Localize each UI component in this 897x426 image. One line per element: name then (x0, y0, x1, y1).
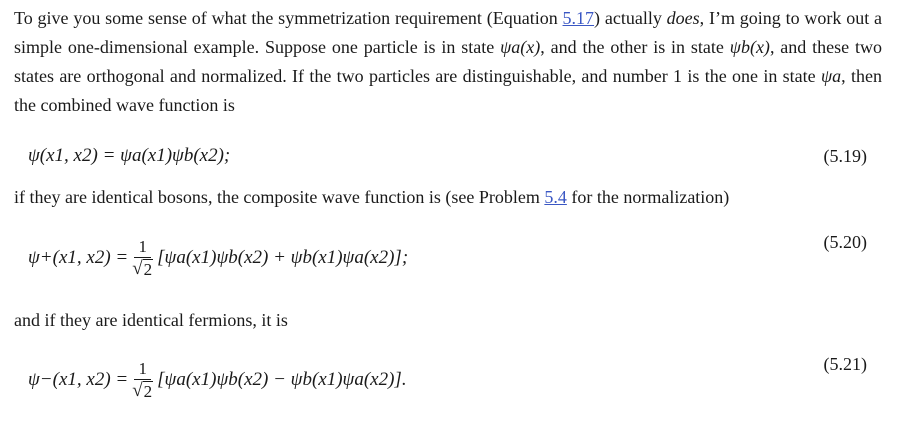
paragraph-fermions (14, 306, 882, 335)
sqrt-icon: √ (132, 257, 143, 279)
fraction-one-over-root-two (132, 237, 153, 280)
sqrt-icon: √ (132, 379, 143, 401)
paragraph-intro (14, 4, 882, 120)
psi-a: ψa (820, 66, 842, 86)
after-ref-text: ) actually (594, 8, 667, 28)
equation-5-21-rhs: [ψa(x1)ψb(x2) − ψb(x1)ψa(x2)]. (157, 369, 407, 390)
intro-text-4: , and these two states are orthogonal and normalized. If the two particles are distinguishable, and number 1 is the one in state (14, 37, 882, 86)
paragraph-bosons (14, 183, 882, 212)
equation-5-17-link[interactable]: 5.17 (562, 8, 595, 28)
emphasis-does: does (666, 8, 700, 28)
equation-5-21-body (28, 359, 877, 402)
intro-text-5: , then the combined wave function is (14, 66, 882, 115)
psi-a-of-x: ψa(x) (500, 37, 541, 57)
equation-5-19-body: ψ(x1, x2) = ψa(x1)ψb(x2); (28, 145, 231, 166)
intro-text-2: , I’m going to work out a simple one-dimensional example. Suppose one particle is in state (14, 8, 882, 57)
sqrt-argument: 2 (143, 259, 153, 279)
equation-5-20-lhs: ψ+(x1, x2) = (28, 247, 129, 268)
equation-5-20 (28, 228, 877, 288)
equation-5-20-body (28, 237, 877, 280)
equation-5-20-number: (5.20) (823, 232, 867, 252)
intro-text-3: , and the other is in state (540, 37, 730, 57)
fraction-one-over-root-two (132, 359, 153, 402)
intro-text: To give you some sense of what the symmetrization requirement (Equation (14, 8, 563, 28)
fermions-text: and if they are identical fermions, it is (14, 310, 288, 330)
psi-b-of-x: ψb(x) (729, 37, 770, 57)
equation-5-21-number: (5.21) (823, 354, 867, 374)
equation-5-19 (28, 126, 877, 186)
bosons-text: if they are identical bosons, the composite wave function is (see Problem (14, 187, 545, 207)
equation-5-21 (28, 350, 877, 410)
fraction-denominator (132, 258, 153, 280)
equation-5-20-rhs: [ψa(x1)ψb(x2) + ψb(x1)ψa(x2)]; (157, 247, 409, 268)
sqrt-argument: 2 (143, 381, 153, 401)
equation-5-21-lhs: ψ−(x1, x2) = (28, 369, 129, 390)
fraction-numerator: 1 (134, 359, 151, 380)
equation-5-19-number: (5.19) (823, 145, 867, 166)
problem-5-4-link[interactable]: 5.4 (544, 187, 567, 207)
fraction-numerator: 1 (134, 237, 151, 258)
bosons-text-2: for the normalization) (566, 187, 730, 207)
fraction-denominator (132, 380, 153, 402)
